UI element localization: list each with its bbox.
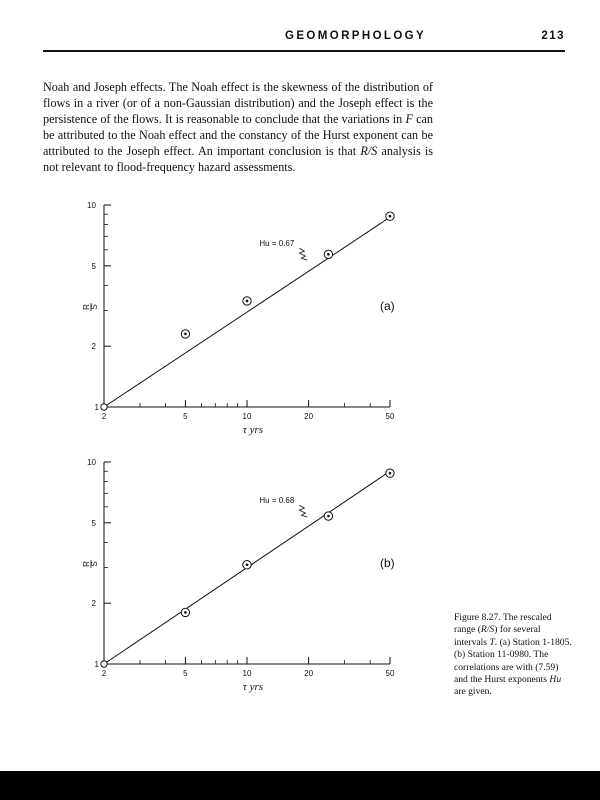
y-tick-label: 2 (91, 599, 96, 609)
x-tick-label: 5 (183, 669, 188, 678)
data-point-center (389, 215, 392, 218)
origin-point (101, 404, 107, 410)
hurst-annotation: Hu = 0.68 (259, 496, 295, 506)
x-tick-label: 5 (183, 412, 188, 421)
x-tick-label: 50 (385, 669, 395, 678)
y-axis-label-denominator: S (90, 561, 99, 567)
caption-text-run: are given. (454, 686, 492, 698)
y-axis-label-numerator: R (82, 561, 91, 567)
x-tick-label: 10 (242, 412, 252, 421)
data-point-center (184, 333, 187, 336)
annotation-leader (299, 505, 307, 517)
caption-text-run: . (a) Station 1-1805. (b) Station 11-0980. The correlations are with (7.59) and the Hurst exponents (454, 636, 572, 686)
body-text-run: R/S (360, 143, 378, 158)
body-text-run: analysis is not relevant to flood-frequency hazard assessments. (43, 143, 433, 174)
x-tick-label: 50 (385, 412, 395, 421)
data-point-center (327, 253, 330, 256)
body-text-run: Noah and Joseph effects. The Noah effect is the skewness of the distribution of flows in a river (or of a non-Gaussian distribution) and the Joseph effect is the persistence of the flows. It is reasonable to conclude that the variations in (43, 80, 433, 126)
hurst-annotation: Hu = 0.67 (259, 239, 295, 249)
body-text-run: F (405, 111, 413, 126)
data-point-center (327, 515, 330, 518)
caption-text-run: ) for several intervals (454, 624, 541, 648)
y-axis-label-numerator: R (82, 304, 91, 310)
chart-panel-a (82, 201, 395, 436)
x-tick-label: 20 (304, 412, 314, 421)
scan-edge-band (0, 771, 600, 800)
y-tick-label: 1 (94, 403, 99, 412)
x-axis-label: τ yrs (242, 424, 264, 436)
y-tick-label: 5 (91, 518, 96, 528)
data-point-center (246, 300, 249, 303)
x-tick-label: 20 (304, 669, 314, 678)
caption-text-run: Hu (549, 674, 562, 686)
annotation-leader (299, 248, 307, 260)
caption-text-run: Figure 8.27. The rescaled range ( (454, 612, 552, 636)
panel-label: (a) (380, 299, 395, 313)
figure-caption (454, 612, 572, 699)
data-point-center (184, 611, 187, 614)
y-tick-label: 1 (94, 660, 99, 669)
y-tick-label: 5 (91, 261, 96, 271)
data-point-center (246, 563, 249, 566)
y-tick-label: 10 (87, 458, 96, 467)
x-axis-label: τ yrs (242, 681, 264, 693)
x-tick-label: 2 (101, 669, 107, 678)
panel-label: (b) (380, 556, 395, 570)
running-head-title: GEOMORPHOLOGY (285, 30, 427, 42)
y-tick-label: 2 (91, 342, 96, 352)
caption-text-run: T (489, 636, 495, 648)
y-axis-label-denominator: S (90, 304, 99, 310)
x-tick-label: 10 (242, 669, 252, 678)
chart-panel-b (82, 458, 395, 693)
page-number: 213 (541, 30, 565, 42)
body-text-run: can be attributed to the Noah effect and the constancy of the Hurst exponent can be attributed to the Joseph effect. An important conclusion is that (43, 111, 433, 158)
fit-line (104, 217, 390, 407)
data-point-center (389, 472, 392, 475)
x-tick-label: 2 (101, 412, 107, 421)
y-tick-label: 10 (87, 201, 96, 210)
caption-text-run: R/S (480, 624, 495, 636)
origin-point (101, 661, 107, 667)
